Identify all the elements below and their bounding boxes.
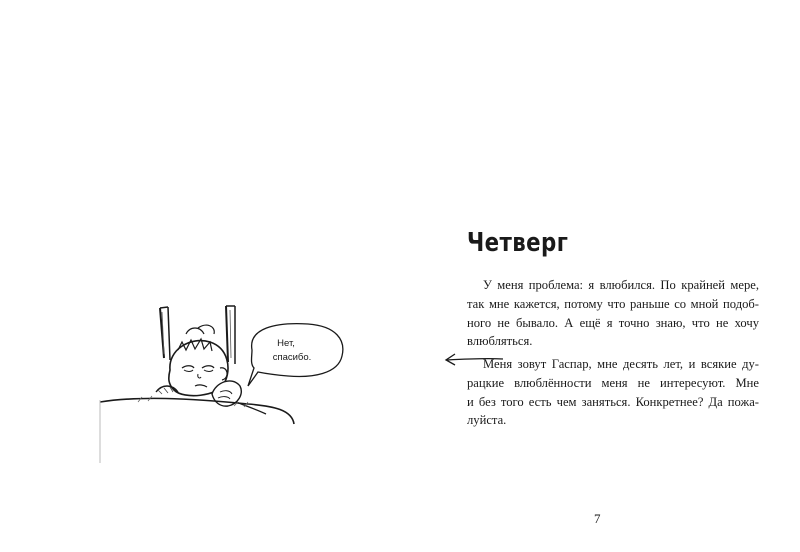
boy-drawing <box>98 298 348 468</box>
chapter-title: Четверг <box>467 228 569 258</box>
paragraph-2-line-4: луйста. <box>467 413 507 428</box>
paragraph-2-line-2: рацкие влюблённости меня не интересуют. Мне <box>467 375 759 390</box>
page-number: 7 <box>594 511 601 526</box>
paragraph-1-line-2: так мне кажется, потому что раньше со мной подоб- <box>467 296 759 311</box>
paragraph-2 <box>467 355 759 430</box>
paragraph-1-line-3: ного не бывало. А ещё я точно знаю, что не хочу <box>467 315 759 330</box>
paragraph-2-line-1: Меня зовут Гаспар, мне десять лет, и всякие ду- <box>483 357 759 371</box>
paragraph-1 <box>467 276 759 351</box>
paragraph-2-line-3: и без того есть чем заняться. Конкретнее? Да пожа- <box>467 394 759 409</box>
speech-bubble-line-2: спасибо. <box>272 352 312 363</box>
boy-illustration <box>98 298 348 468</box>
speech-bubble-line-1: Нет, <box>277 338 295 349</box>
paragraph-1-line-1: У меня проблема: я влюбился. По крайней мере, <box>483 278 759 292</box>
paragraph-1-line-4: влюбляться. <box>467 334 533 349</box>
